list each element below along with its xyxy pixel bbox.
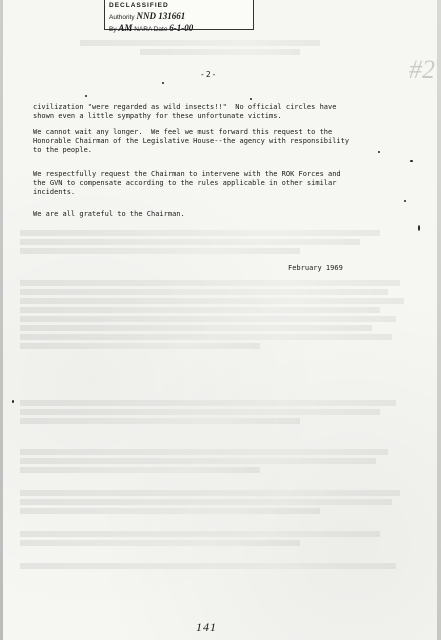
stamp-authority-value: NND 131661 xyxy=(136,11,186,21)
faint-handwritten-mark: #2 xyxy=(409,55,435,84)
stamp-by-value: AM xyxy=(118,23,133,33)
bleed-through-text-lower xyxy=(20,280,420,352)
stamp-by-row xyxy=(109,23,249,35)
ink-speck xyxy=(250,98,252,100)
stamp-date-value: 6-1-00 xyxy=(169,23,194,33)
declassification-stamp xyxy=(104,0,254,33)
paragraph-2: We cannot wait any longer. We feel we must forward this request to the Honorable Chairman of the Legislative House--the agency with responsibility to the people. xyxy=(33,128,350,154)
stamp-by-label: By xyxy=(109,26,117,33)
document-date: February 1969 xyxy=(288,264,343,272)
bleed-through-text-top xyxy=(20,40,420,58)
ink-speck xyxy=(85,95,87,97)
stamp-declassified-line: DECLASSIFIED xyxy=(109,2,169,9)
ink-speck xyxy=(12,400,14,403)
ink-speck xyxy=(162,82,164,84)
paragraph-1: civilization "were regarded as wild insects!!" No official circles have shown even a little sympathy for these unfortunate victims. xyxy=(33,103,337,120)
ink-speck xyxy=(404,200,406,202)
stamp-authority-row xyxy=(109,11,249,23)
ink-speck xyxy=(378,151,380,153)
bleed-through-text-bottom xyxy=(20,400,420,572)
stamp-nara-label: NARA Date xyxy=(134,26,168,33)
stamp-authority-label: Authority xyxy=(109,14,135,21)
ink-speck xyxy=(418,225,420,231)
footer-handwritten-number: 141 xyxy=(196,620,217,634)
ink-speck xyxy=(410,160,413,162)
paragraph-4: We are all grateful to the Chairman. xyxy=(33,210,185,218)
page-marker: -2- xyxy=(200,70,218,79)
page-edge-right xyxy=(437,0,441,640)
page-edge-left xyxy=(0,0,3,640)
bleed-through-text-middle xyxy=(20,230,420,257)
paragraph-3: We respectfully request the Chairman to intervene with the ROK Forces and the GVN to compensate according to the rules applicable in other similar incidents. xyxy=(33,170,341,196)
